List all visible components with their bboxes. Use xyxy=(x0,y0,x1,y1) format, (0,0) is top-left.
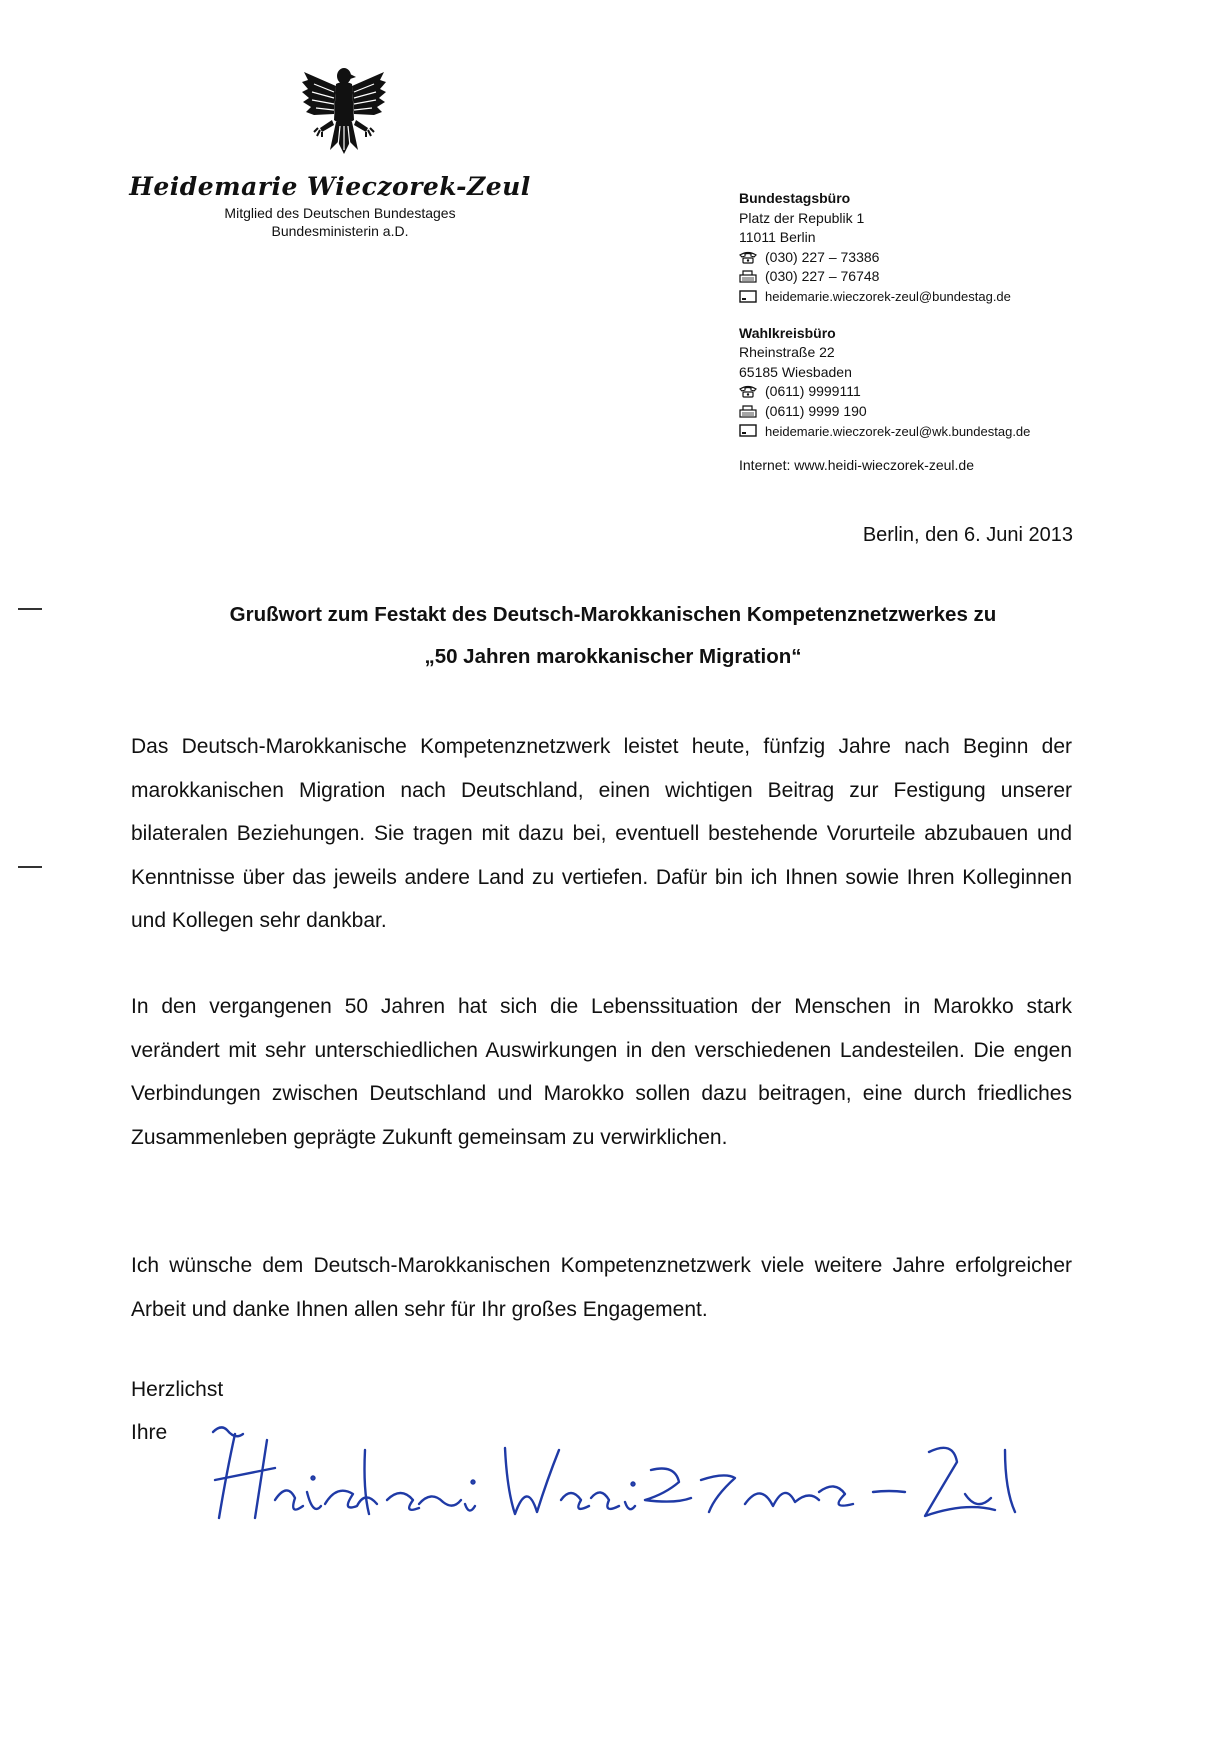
letter-title-line-1: Grußwort zum Festakt des Deutsch-Marokkanischen Kompetenznetzwerkes zu xyxy=(229,603,997,626)
email-icon xyxy=(739,290,759,303)
bundestag-office-email-row xyxy=(739,287,1159,307)
constituency-office-phone: (0611) 9999111 xyxy=(765,383,861,400)
handwritten-signature xyxy=(205,1420,1035,1530)
constituency-office-fax: (0611) 9999 190 xyxy=(765,402,867,419)
sender-block xyxy=(120,170,560,240)
federal-eagle-icon xyxy=(300,62,388,158)
sender-role-2: Bundesministerin a.D. xyxy=(271,223,409,239)
phone-icon xyxy=(739,251,759,264)
body-paragraph-2: In den vergangenen 50 Jahren hat sich die Lebenssituation der Menschen in Marokko stark verändert mit sehr unterschiedlichen Auswirkungen in den verschiedenen Landesteilen. Die engen Verbindungen zwischen Deutschland und Marokko sollen dazu beitragen, eine durch friedliches Zusammenleben geprägte Zukunft gemeinsam zu verwirklichen. xyxy=(131,995,1072,1149)
fax-icon xyxy=(739,405,759,418)
phone-icon xyxy=(739,385,759,398)
bundestag-office-phone: (030) 227 – 73386 xyxy=(765,248,880,265)
bundestag-office-fax: (030) 227 – 76748 xyxy=(765,268,880,285)
constituency-office-email[interactable]: heidemarie.wieczorek-zeul@wk.bundestag.de xyxy=(765,423,1031,439)
sender-name: Heidemarie Wieczorek-Zeul xyxy=(129,172,531,201)
letter-title-line-2: „50 Jahren marokkanischer Migration“ xyxy=(424,645,802,668)
constituency-office-phone-row xyxy=(739,382,1159,402)
bundestag-office-heading: Bundestagsbüro xyxy=(739,190,851,206)
website-line[interactable]: Internet: www.heidi-wieczorek-zeul.de xyxy=(739,457,974,474)
bundestag-office-street: Platz der Republik 1 xyxy=(739,209,865,226)
letter-date: Berlin, den 6. Juni 2013 xyxy=(862,524,1073,546)
constituency-office xyxy=(739,324,1159,442)
fold-mark-top xyxy=(18,608,42,610)
constituency-office-street: Rheinstraße 22 xyxy=(739,344,835,361)
sender-role-1: Mitglied des Deutschen Bundestages xyxy=(224,205,456,221)
closing-ihre: Ihre xyxy=(131,1421,168,1444)
email-icon xyxy=(739,424,759,437)
constituency-office-heading: Wahlkreisbüro xyxy=(739,324,836,341)
bundestag-office-city: 11011 Berlin xyxy=(739,229,816,246)
fax-icon xyxy=(739,270,759,283)
fold-mark-middle xyxy=(18,866,42,868)
bundestag-office xyxy=(739,189,1159,307)
bundestag-office-fax-row xyxy=(739,267,1159,287)
constituency-office-fax-row xyxy=(739,402,1159,422)
closing-greeting: Herzlichst xyxy=(131,1378,224,1401)
office-addresses xyxy=(739,189,1159,476)
bundestag-office-phone-row xyxy=(739,248,1159,268)
constituency-office-email-row xyxy=(739,422,1159,442)
body-paragraph-3: Ich wünsche dem Deutsch-Marokkanischen Kompetenznetzwerk viele weitere Jahre erfolgreicher Arbeit und danke Ihnen allen sehr für Ihr großes Engagement. xyxy=(131,1254,1072,1321)
body-paragraph-1: Das Deutsch-Marokkanische Kompetenznetzwerk leistet heute, fünfzig Jahre nach Beginn der marokkanischen Migration nach Deutschland, einen wichtigen Beitrag zur Festigung unserer bilateralen Beziehungen. Sie tragen mit dazu bei, eventuell bestehende Vorurteile abzubauen und Kenntnisse über das jeweils andere Land zu vertiefen. Dafür bin ich Ihnen sowie Ihren Kolleginnen und Kollegen sehr dankbar. xyxy=(131,735,1072,932)
bundestag-office-email[interactable]: heidemarie.wieczorek-zeul@bundestag.de xyxy=(765,288,1011,304)
constituency-office-city: 65185 Wiesbaden xyxy=(739,363,852,380)
